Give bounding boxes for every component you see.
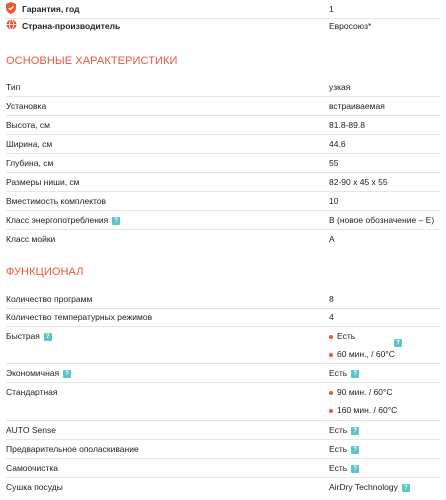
row-dry [6, 478, 440, 496]
help-icon[interactable]: ? [394, 339, 402, 347]
auto-value-wrap [329, 425, 359, 435]
row-capacity [6, 192, 440, 211]
temps-label: Количество температурных режимов [6, 312, 153, 322]
auto-label: AUTO Sense [6, 425, 56, 435]
row-country [6, 17, 440, 35]
bullet-dot [329, 391, 333, 395]
install-value: встраиваемая [329, 101, 385, 111]
fast-label-wrap [6, 331, 52, 341]
row-width [6, 135, 440, 154]
selfclean-label: Самоочистка [6, 463, 59, 473]
dry-label: Сушка посуды [6, 482, 63, 492]
bullet-dot [329, 409, 333, 413]
fast-value-2: 60 мин., / 60°C [329, 349, 395, 359]
row-fast [6, 327, 440, 364]
type-value: узкая [329, 82, 351, 92]
eco-value-wrap [329, 368, 359, 378]
wash-label: Класс мойки [6, 234, 56, 244]
row-niche [6, 173, 440, 192]
niche-label: Размеры ниши, см [6, 177, 80, 187]
width-label: Ширина, см [6, 139, 53, 149]
row-prerinse [6, 440, 440, 459]
row-eco [6, 364, 440, 383]
prerinse-label: Предварительное ополаскивание [6, 444, 139, 454]
help-icon[interactable]: ? [112, 217, 120, 225]
dry-value-wrap [329, 482, 410, 492]
dry-value: AirDry Technology [329, 482, 398, 492]
std-label: Стандартная [6, 387, 58, 397]
bullet-dot [329, 353, 333, 357]
shield-icon [6, 2, 16, 16]
energy-label: Класс энергопотребления [6, 215, 109, 225]
country-value: Евросоюз* [329, 21, 372, 31]
auto-value: Есть [329, 425, 348, 435]
row-wash [6, 230, 440, 248]
row-height [6, 116, 440, 135]
prerinse-value: Есть [329, 444, 348, 454]
temps-value: 4 [329, 312, 334, 322]
depth-value: 55 [329, 158, 339, 168]
row-depth [6, 154, 440, 173]
selfclean-value: Есть [329, 463, 348, 473]
help-icon[interactable]: ? [44, 333, 52, 341]
eco-label: Экономичная [6, 368, 60, 378]
row-std [6, 383, 440, 421]
warranty-value: 1 [329, 4, 334, 14]
capacity-label: Вместимость комплектов [6, 196, 107, 206]
row-energy [6, 211, 440, 230]
row-install [6, 97, 440, 116]
row-type [6, 78, 440, 97]
fast-label: Быстрая [6, 331, 40, 341]
width-value: 44.6 [329, 139, 346, 149]
selfclean-value-wrap [329, 463, 359, 473]
energy-value: B (новое обозначение – E) [329, 215, 435, 225]
help-icon[interactable]: ? [402, 484, 410, 492]
std-value-1: 90 мин. / 60°C [329, 387, 393, 397]
globe-icon [6, 19, 17, 32]
eco-value: Есть [329, 368, 348, 378]
warranty-label: Гарантия, год [22, 4, 80, 14]
row-auto [6, 421, 440, 440]
help-icon[interactable]: ? [351, 465, 359, 473]
height-value: 81.8-89.8 [329, 120, 365, 130]
row-selfclean [6, 459, 440, 478]
fast-value-1: Есть [329, 331, 355, 341]
wash-value: A [329, 234, 335, 244]
programs-value: 8 [329, 294, 334, 304]
type-label: Тип [6, 82, 21, 92]
eco-label-wrap [6, 368, 71, 378]
main-section-title: ОСНОВНЫЕ ХАРАКТЕРИСТИКИ [6, 55, 178, 67]
row-temps [6, 308, 440, 327]
install-label: Установка [6, 101, 47, 111]
depth-label: Глубина, см [6, 158, 54, 168]
std-value-2: 160 мин. / 60°C [329, 405, 397, 415]
help-icon[interactable]: ? [351, 446, 359, 454]
niche-value: 82-90 x 45 x 55 [329, 177, 388, 187]
capacity-value: 10 [329, 196, 339, 206]
height-label: Высота, см [6, 120, 51, 130]
country-label: Страна-производитель [22, 21, 121, 31]
prerinse-value-wrap [329, 444, 359, 454]
bullet-dot [329, 335, 333, 339]
func-section-title: ФУНКЦИОНАЛ [6, 266, 84, 278]
help-icon[interactable]: ? [63, 370, 71, 378]
help-icon[interactable]: ? [351, 370, 359, 378]
row-programs [6, 290, 440, 309]
programs-label: Количество программ [6, 294, 93, 304]
energy-label-wrap [6, 215, 120, 225]
help-icon[interactable]: ? [351, 427, 359, 435]
